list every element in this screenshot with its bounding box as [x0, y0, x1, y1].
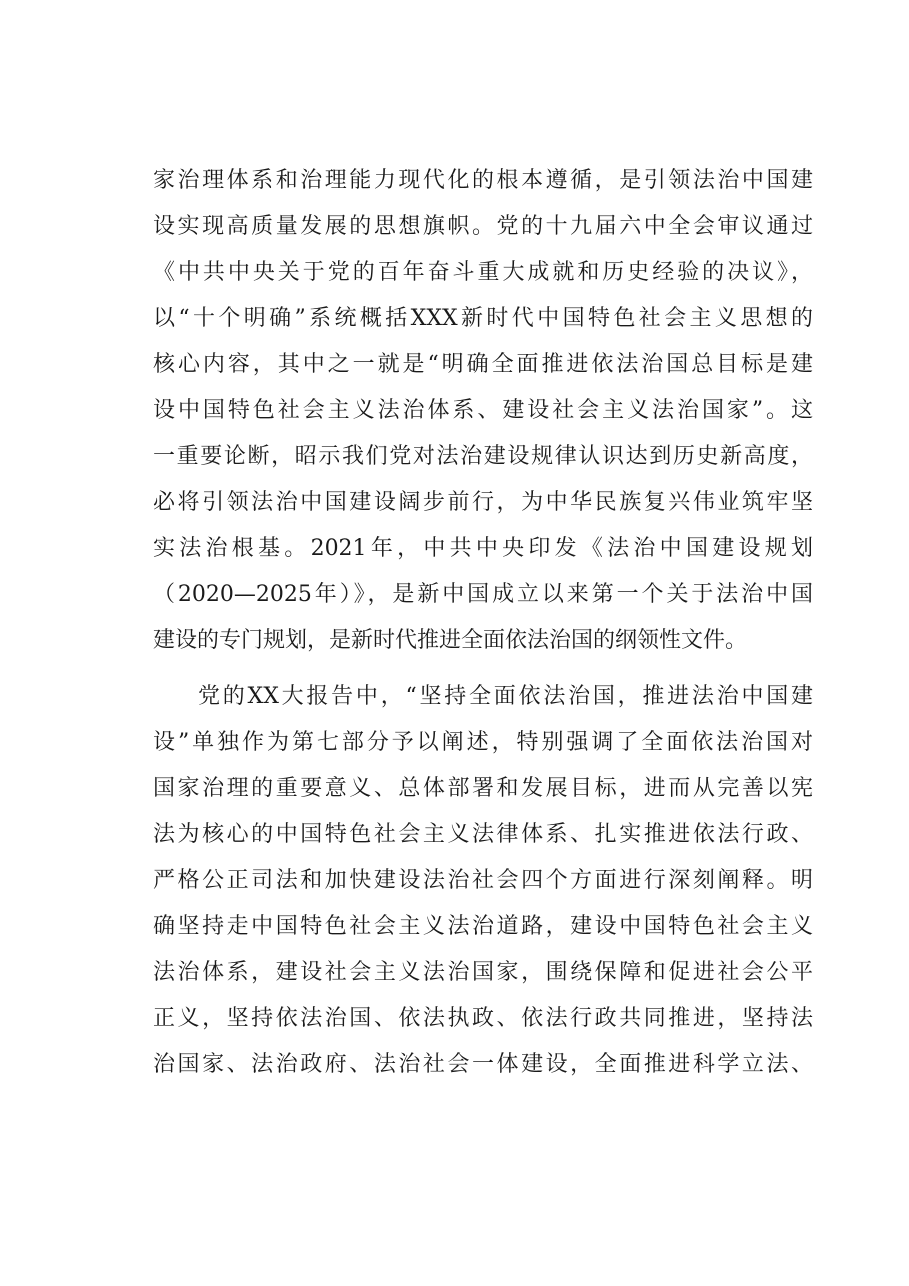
- paragraph-2-line-3: 国家治理的重要意义、总体部署和发展目标，进而从完善以宪: [153, 776, 813, 801]
- paragraph-1-line-1: 家治理体系和治理能力现代化的根本遵循，是引领法治中国建: [153, 168, 813, 193]
- paragraph-1-line-5: 核心内容，其中之一就是“明确全面推进依法治国总目标是建: [153, 352, 813, 377]
- paragraph-2-line-6: 确坚持走中国特色社会主义法治道路，建设中国特色社会主义: [153, 914, 813, 939]
- paragraph-2-line-9: 治国家、法治政府、法治社会一体建设，全面推进科学立法、: [153, 1052, 813, 1077]
- paragraph-1-line-11: 建设的专门规划，是新时代推进全面依法治国的纲领性文件。: [153, 628, 748, 653]
- paragraph-1-line-10: （2020—2025年）》，是新中国成立以来第一个关于法治中国: [153, 582, 813, 607]
- paragraph-1-line-4: 以“十个明确”系统概括XXX新时代中国特色社会主义思想的: [153, 306, 813, 331]
- paragraph-1-line-7: 一重要论断，昭示我们党对法治建设规律认识达到历史新高度，: [153, 444, 813, 469]
- paragraph-2-line-7: 法治体系，建设社会主义法治国家，围绕保障和促进社会公平: [153, 960, 813, 985]
- paragraph-2-line-2: 设”单独作为第七部分予以阐述，特别强调了全面依法治国对: [153, 730, 813, 755]
- paragraph-1-line-6: 设中国特色社会主义法治体系、建设社会主义法治国家”。这: [153, 398, 813, 423]
- paragraph-1-line-8: 必将引领法治中国建设阔步前行，为中华民族复兴伟业筑牢坚: [153, 490, 813, 515]
- paragraph-1-line-9: 实法治根基。2021年，中共中央印发《法治中国建设规划: [153, 536, 813, 561]
- paragraph-2-line-5: 严格公正司法和加快建设法治社会四个方面进行深刻阐释。明: [153, 868, 813, 893]
- paragraph-1-line-3: 《中共中央关于党的百年奋斗重大成就和历史经验的决议》，: [153, 260, 813, 285]
- paragraph-2-line-1: 党的XX大报告中，“坚持全面依法治国，推进法治中国建: [198, 684, 813, 709]
- paragraph-1-line-2: 设实现高质量发展的思想旗帜。党的十九届六中全会审议通过: [153, 214, 813, 239]
- paragraph-2-line-8: 正义，坚持依法治国、依法执政、依法行政共同推进，坚持法: [153, 1006, 813, 1031]
- paragraph-2-line-4: 法为核心的中国特色社会主义法律体系、扎实推进依法行政、: [153, 822, 813, 847]
